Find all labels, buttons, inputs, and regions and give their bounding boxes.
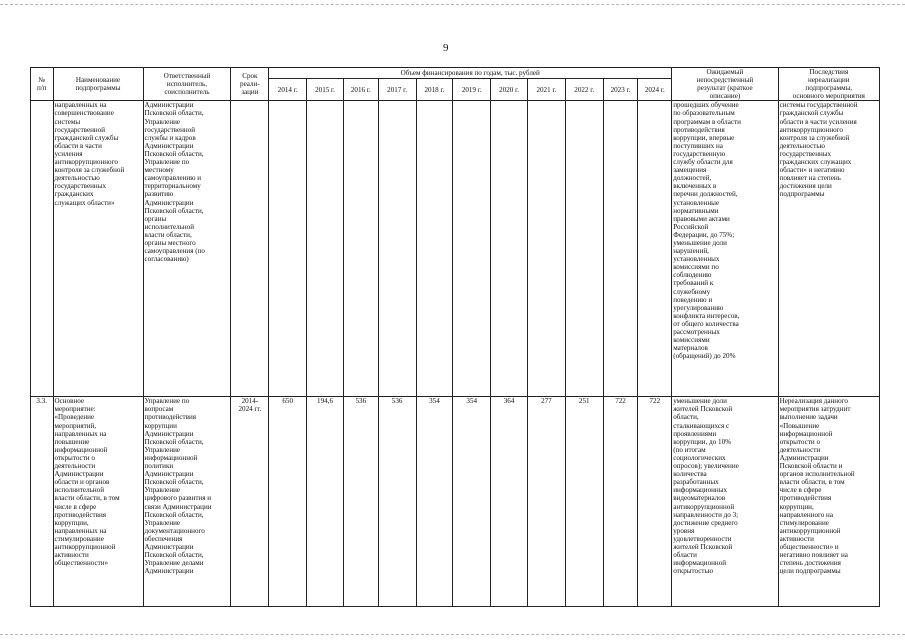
header-responsible: Ответственный исполнитель, соисполнитель — [143, 68, 231, 101]
header-year: 2014 г. — [269, 79, 307, 101]
row-value: 354 — [453, 397, 491, 607]
scan-edge-top — [0, 4, 905, 6]
row-value — [527, 101, 565, 397]
header-year: 2021 г. — [527, 79, 565, 101]
row-value: 194,6 — [307, 397, 344, 607]
row-responsible: Управление по вопросам противодействия коррупции Администрации Псковской области, Управление информационной политики Администрации Псковской области, Управление цифрового развития и связи Администрации Псковской области, Управление документационного обеспечения Администрации Псковской области, Управление делами Администрации — [143, 397, 231, 607]
row-name: Основное мероприятие: «Проведение мероприятий, направленных на повышение информационной открытости о деятельности Администрации области и органов исполнительной власти области, в том числе в сфере противодействия коррупции, направленных на стимулирование антикоррупционной активности общественности» — [53, 397, 143, 607]
row-value — [307, 101, 344, 397]
financing-table — [30, 67, 880, 607]
row-consequences: Нереализация данного мероприятия затруднит выполнение задачи «Повышение информационной открытости о деятельности Администрации Псковской области и органов исполнительной власти области, в том числе в сфере противодействия коррупции, направленного на стимулирование антикоррупционной активности общественности» и негативно повлияет на степень достижения цели подпрограммы — [778, 397, 879, 607]
row-value: 722 — [603, 397, 638, 607]
header-year: 2024 г. — [638, 79, 672, 101]
header-year: 2018 г. — [416, 79, 453, 101]
header-year: 2019 г. — [453, 79, 491, 101]
row-term — [231, 101, 269, 397]
row-num: 3.3. — [31, 397, 54, 607]
row-term: 2014- 2024 гг. — [231, 397, 269, 607]
row-value: 251 — [565, 397, 603, 607]
row-value — [565, 101, 603, 397]
header-term: Срок реали- зации — [231, 68, 269, 101]
header-year: 2016 г. — [343, 79, 378, 101]
header-year: 2022 г. — [565, 79, 603, 101]
header-year: 2015 г. — [307, 79, 344, 101]
row-value: 650 — [269, 397, 307, 607]
scan-edge-bottom — [0, 634, 905, 636]
row-value — [416, 101, 453, 397]
row-value — [269, 101, 307, 397]
row-num — [31, 101, 54, 397]
row-value: 536 — [378, 397, 416, 607]
header-consequences: Последствия нереализации подпрограммы, основного мероприятия — [778, 68, 879, 101]
row-value — [378, 101, 416, 397]
header-financing: Объем финансирования по годам, тыс. рублей — [269, 68, 672, 79]
row-consequences: системы государственной гражданской службы области в части усиления антикоррупционного контроля за служебной деятельностью государственных гражданских служащих области» и негативно повлияет на степень достижения цели подпрограммы — [778, 101, 879, 397]
row-value — [343, 101, 378, 397]
header-num: № п/п — [31, 68, 54, 101]
row-value — [638, 101, 672, 397]
row-value: 536 — [343, 397, 378, 607]
row-value — [491, 101, 528, 397]
header-year: 2023 г. — [603, 79, 638, 101]
row-value — [453, 101, 491, 397]
header-year: 2020 г. — [491, 79, 528, 101]
row-responsible: Администрации Псковской области, Управление государственной службы и кадров Администрации Псковской области, Управление по местному самоуправлению и территориальному развитию Администрации Псковской области, органы исполнительной власти области, органы местного самоуправления (по согласованию) — [143, 101, 231, 397]
row-value — [603, 101, 638, 397]
row-name: направленных на совершенствование системы государственной гражданской службы области в части усиления антикоррупционного контроля за служебной деятельностью государственных гражданских служащих области» — [53, 101, 143, 397]
row-value: 722 — [638, 397, 672, 607]
row-value: 354 — [416, 397, 453, 607]
row-expected: уменьшение доли жителей Псковской области, сталкивающихся с проявлениями коррупции, до 10% (по итогам социологических опросов); увеличение количества разработанных информационных видеоматериалов антикоррупционной направленности до 3; достижение среднего уровня удовлетворенности жителей Псковской области информационной открытостью — [672, 397, 778, 607]
row-value: 364 — [491, 397, 528, 607]
header-row — [31, 68, 880, 79]
row-expected: прошедших обучение по образовательным программам в области противодействия коррупции, впервые поступивших на государственную службу области для замещения должностей, включенных в перечни должностей, установленные нормативными правовыми актами Российской Федерации, до 75%; уменьшение доли нарушений, установленных комиссиями по соблюдению требований к служебному поведению и урегулированию конфликта интересов, от общего количества рассмотренных комиссиями материалов (обращений) до 20% — [672, 101, 778, 397]
header-expected: Ожидаемый непосредственный результат (краткое описание) — [672, 68, 778, 101]
page-number: 9 — [443, 42, 449, 54]
table-row — [31, 101, 880, 397]
header-name: Наименование подпрограммы — [53, 68, 143, 101]
header-year: 2017 г. — [378, 79, 416, 101]
row-value: 277 — [527, 397, 565, 607]
table-row — [31, 397, 880, 607]
